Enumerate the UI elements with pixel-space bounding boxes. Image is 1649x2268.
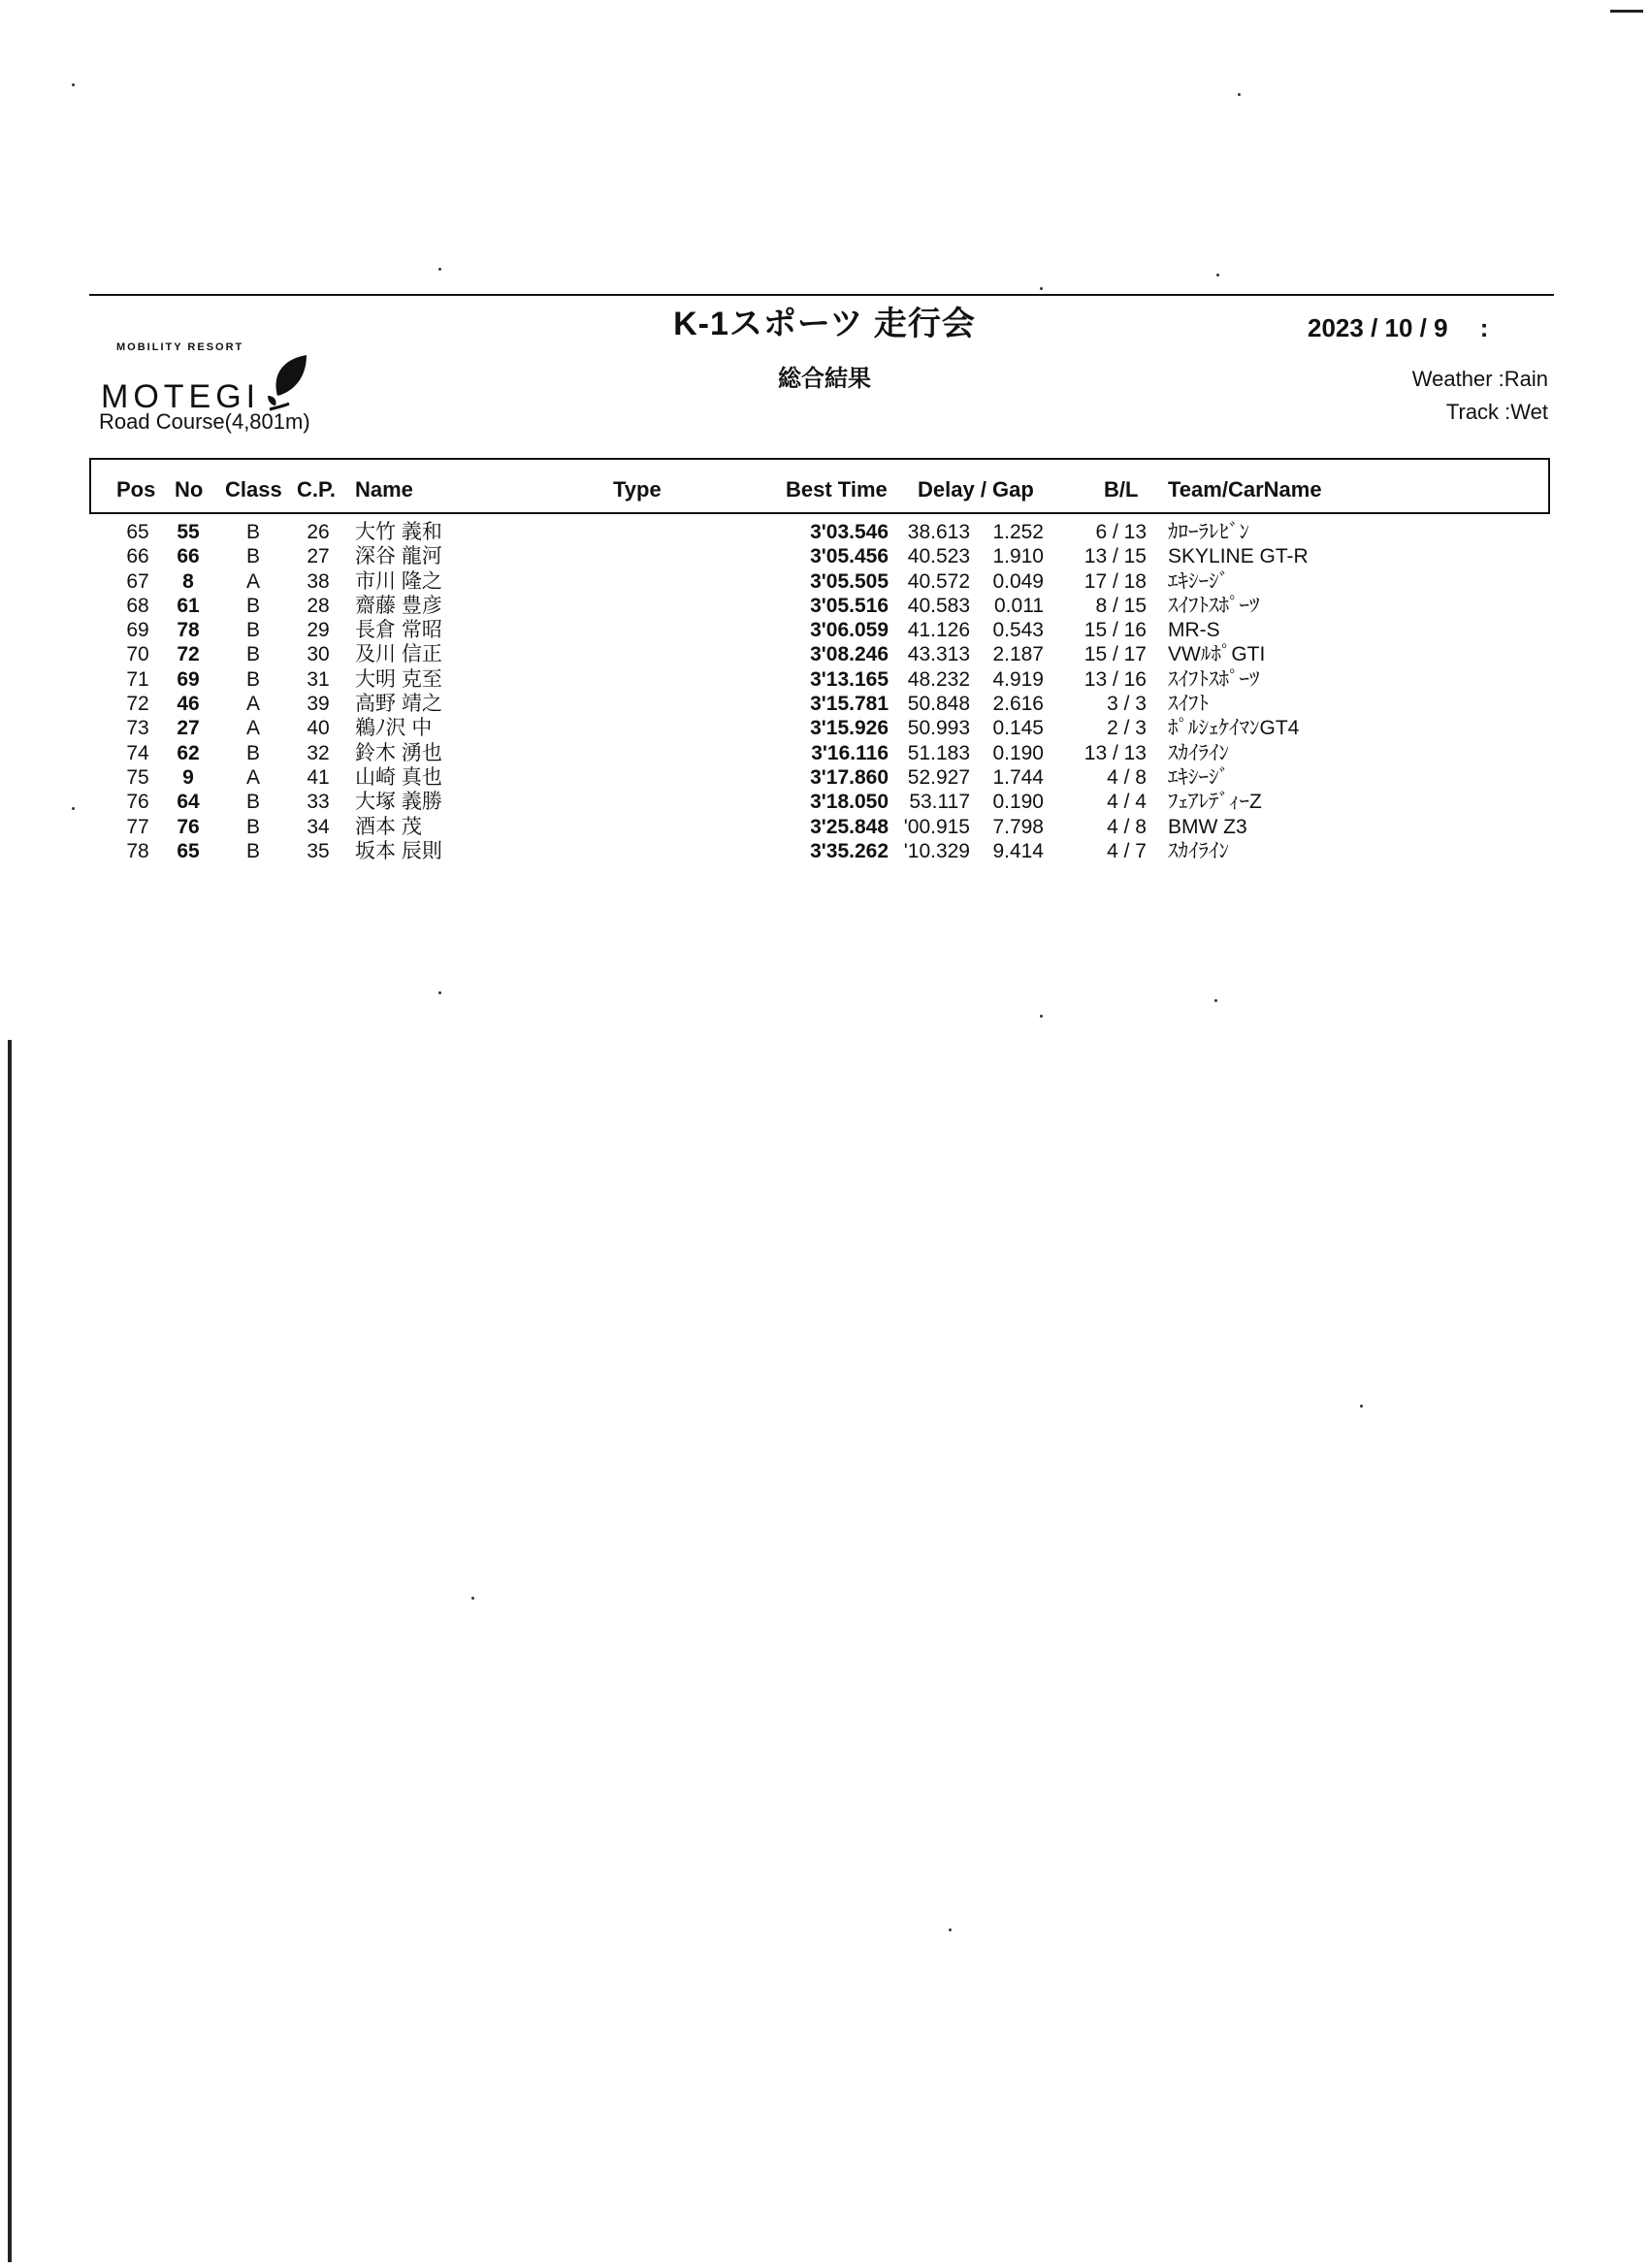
cell-best-time: 3'05.456 (810, 545, 889, 568)
cell-driver-name: 大竹 義和 (355, 521, 442, 543)
cell-best-time: 3'05.516 (810, 594, 889, 617)
table-row (0, 815, 1649, 839)
col-header-pos: Pos (116, 477, 156, 502)
cell-car-number: 69 (177, 667, 200, 691)
cell-delay: 53.117 (909, 791, 970, 814)
cell-class-position: 39 (307, 693, 330, 716)
cell-pos: 72 (126, 693, 149, 716)
cell-team-car: MR-S (1168, 619, 1220, 642)
col-header-delay-gap: Delay / Gap (918, 477, 1034, 502)
cell-best-lap: 17 / 18 (1083, 569, 1147, 593)
logo-wordmark: MOTEGI (101, 378, 261, 415)
col-header-name: Name (355, 477, 413, 502)
cell-best-time: 3'35.262 (810, 839, 889, 862)
cell-gap: 2.187 (992, 643, 1044, 666)
table-row (0, 569, 1649, 594)
cell-car-number: 62 (177, 741, 200, 764)
table-row (0, 544, 1649, 568)
cell-delay: 50.848 (907, 693, 970, 716)
cell-class: B (245, 643, 260, 666)
cell-class-position: 32 (307, 741, 330, 764)
cell-delay: 40.523 (907, 545, 970, 568)
cell-pos: 67 (126, 569, 149, 593)
cell-driver-name: 大明 克至 (355, 667, 442, 691)
col-header-bl: B/L (1104, 477, 1139, 502)
cell-driver-name: 鈴木 湧也 (355, 741, 442, 764)
cell-class: B (245, 741, 260, 764)
cell-car-number: 72 (177, 643, 200, 666)
cell-team-car: ｽｲﾌﾄｽﾎﾟｰﾂ (1168, 667, 1260, 691)
cell-team-car: ｴｷｼｰｼﾞ (1168, 765, 1229, 789)
cell-team-car: SKYLINE GT-R (1168, 545, 1309, 568)
cell-gap: 7.798 (992, 815, 1044, 838)
cell-best-lap: 13 / 15 (1083, 545, 1147, 568)
cell-pos: 74 (126, 741, 149, 764)
results-table (0, 520, 1649, 863)
cell-pos: 68 (126, 594, 149, 617)
scan-speck (438, 268, 441, 271)
scan-speck (438, 991, 441, 994)
cell-best-lap: 4 / 4 (1107, 791, 1147, 814)
cell-gap: 0.049 (992, 569, 1044, 593)
scan-speck (1238, 93, 1241, 96)
scan-speck (471, 1597, 474, 1600)
table-row (0, 790, 1649, 814)
cell-delay: 38.613 (907, 521, 970, 543)
cell-car-number: 65 (177, 839, 200, 862)
cell-delay: 43.313 (907, 643, 970, 666)
results-subtitle: 総合結果 (778, 366, 871, 392)
cell-driver-name: 坂本 辰則 (355, 839, 442, 862)
cell-team-car: ｽｲﾌﾄ (1168, 693, 1209, 716)
table-row (0, 692, 1649, 716)
cell-pos: 65 (126, 521, 149, 543)
table-row (0, 642, 1649, 666)
scan-speck (1214, 999, 1217, 1002)
table-row (0, 667, 1649, 692)
cell-pos: 77 (126, 815, 149, 838)
scan-edge-left (8, 1040, 12, 2262)
cell-best-lap: 15 / 16 (1083, 619, 1147, 642)
cell-class: A (245, 717, 260, 740)
cell-best-time: 3'17.860 (810, 765, 889, 789)
col-header-team: Team/CarName (1168, 477, 1322, 502)
motegi-logo (101, 341, 310, 413)
cell-gap: 1.910 (992, 545, 1044, 568)
cell-driver-name: 鵜ﾉ沢 中 (355, 717, 433, 740)
cell-best-lap: 4 / 7 (1107, 839, 1147, 862)
cell-gap: 0.145 (992, 717, 1044, 740)
cell-delay: 52.927 (907, 765, 970, 789)
cell-pos: 69 (126, 619, 149, 642)
cell-car-number: 76 (177, 815, 200, 838)
cell-car-number: 61 (177, 594, 200, 617)
header-top-rule (89, 294, 1554, 296)
cell-best-time: 3'15.781 (810, 693, 889, 716)
scan-speck (72, 83, 75, 86)
cell-best-lap: 4 / 8 (1107, 815, 1147, 838)
cell-class: B (245, 545, 260, 568)
cell-delay: 50.993 (907, 717, 970, 740)
col-header-type: Type (613, 477, 662, 502)
cell-best-lap: 4 / 8 (1107, 765, 1147, 789)
cell-driver-name: 及川 信正 (355, 643, 442, 666)
col-header-cp: C.P. (297, 477, 336, 502)
cell-class: A (245, 765, 260, 789)
cell-class-position: 38 (307, 569, 330, 593)
cell-driver-name: 市川 隆之 (355, 569, 442, 593)
cell-best-lap: 2 / 3 (1107, 717, 1147, 740)
cell-car-number: 8 (182, 569, 194, 593)
cell-delay: 41.126 (907, 619, 970, 642)
cell-team-car: VWﾙﾎﾟGTI (1168, 643, 1266, 666)
cell-best-lap: 6 / 13 (1095, 521, 1147, 543)
cell-class-position: 28 (307, 594, 330, 617)
cell-pos: 71 (126, 667, 149, 691)
cell-pos: 76 (126, 791, 149, 814)
cell-gap: 0.190 (992, 791, 1044, 814)
cell-gap: 0.011 (994, 594, 1044, 617)
cell-class-position: 30 (307, 643, 330, 666)
cell-pos: 75 (126, 765, 149, 789)
cell-class: B (245, 839, 260, 862)
table-row (0, 765, 1649, 790)
cell-class-position: 35 (307, 839, 330, 862)
cell-class-position: 40 (307, 717, 330, 740)
cell-team-car: ｴｷｼｰｼﾞ (1168, 569, 1229, 593)
cell-team-car: ｽｶｲﾗｲﾝ (1168, 741, 1229, 764)
leaf-logo-icon (264, 353, 310, 413)
cell-best-time: 3'25.848 (810, 815, 889, 838)
cell-class-position: 31 (307, 667, 330, 691)
cell-gap: 1.252 (992, 521, 1044, 543)
scan-speck (949, 1928, 952, 1931)
cell-driver-name: 大塚 義勝 (355, 791, 442, 814)
cell-driver-name: 山崎 真也 (355, 765, 442, 789)
cell-class-position: 26 (307, 521, 330, 543)
event-date: 2023 / 10 / 9 : (1308, 313, 1489, 342)
cell-gap: 0.543 (992, 619, 1044, 642)
scan-edge-top-right (1610, 10, 1643, 13)
cell-class-position: 29 (307, 619, 330, 642)
cell-gap: 1.744 (992, 765, 1044, 789)
cell-gap: 2.616 (992, 693, 1044, 716)
cell-best-time: 3'15.926 (810, 717, 889, 740)
cell-best-time: 3'03.546 (810, 521, 889, 543)
cell-team-car: ｶﾛｰﾗﾚﾋﾞﾝ (1168, 521, 1249, 543)
logo-tagline: MOBILITY RESORT (116, 341, 244, 353)
table-row (0, 594, 1649, 618)
scan-speck (1216, 274, 1219, 276)
cell-pos: 70 (126, 643, 149, 666)
cell-team-car: ﾌｪｱﾚﾃﾞｨｰZ (1168, 791, 1262, 814)
cell-class: B (245, 667, 260, 691)
cell-best-lap: 8 / 15 (1095, 594, 1147, 617)
cell-class: A (245, 693, 260, 716)
cell-class-position: 33 (307, 791, 330, 814)
cell-delay: 40.583 (907, 594, 970, 617)
cell-best-time: 3'05.505 (810, 569, 889, 593)
cell-best-lap: 13 / 16 (1083, 667, 1147, 691)
course-info: Road Course(4,801m) (99, 409, 310, 434)
cell-driver-name: 高野 靖之 (355, 693, 442, 716)
cell-class-position: 34 (307, 815, 330, 838)
cell-class: B (245, 594, 260, 617)
cell-driver-name: 深谷 龍河 (355, 545, 442, 568)
cell-car-number: 27 (177, 717, 200, 740)
scan-speck (1040, 287, 1043, 290)
table-header (89, 458, 1550, 514)
col-header-class: Class (225, 477, 282, 502)
table-row (0, 741, 1649, 765)
scan-speck (1040, 1015, 1043, 1018)
scan-speck (1360, 1405, 1363, 1408)
cell-class: B (245, 619, 260, 642)
cell-car-number: 55 (177, 521, 200, 543)
cell-best-time: 3'18.050 (810, 791, 889, 814)
col-header-best-time: Best Time (786, 477, 888, 502)
cell-best-time: 3'06.059 (810, 619, 889, 642)
track-info: Track :Wet (1445, 400, 1548, 424)
table-row (0, 839, 1649, 863)
cell-driver-name: 齋藤 豊彦 (355, 594, 442, 617)
table-row (0, 716, 1649, 740)
cell-best-lap: 13 / 13 (1083, 741, 1147, 764)
event-title: K-1スポーツ 走行会 (673, 306, 976, 342)
cell-best-lap: 15 / 17 (1083, 643, 1147, 666)
cell-team-car: ｽｶｲﾗｲﾝ (1168, 839, 1229, 862)
cell-car-number: 66 (177, 545, 200, 568)
cell-best-time: 3'08.246 (810, 643, 889, 666)
cell-pos: 66 (126, 545, 149, 568)
cell-gap: 4.919 (992, 667, 1044, 691)
cell-pos: 73 (126, 717, 149, 740)
cell-team-car: ｽｲﾌﾄｽﾎﾟｰﾂ (1168, 594, 1260, 617)
cell-class-position: 27 (307, 545, 330, 568)
cell-delay: '10.329 (903, 839, 970, 862)
cell-class-position: 41 (307, 765, 330, 789)
cell-best-time: 3'16.116 (811, 741, 889, 764)
cell-class: B (245, 521, 260, 543)
cell-car-number: 46 (177, 693, 200, 716)
cell-delay: '00.915 (903, 815, 970, 838)
cell-delay: 48.232 (907, 667, 970, 691)
cell-team-car: ﾎﾟﾙｼｪｹｲﾏﾝGT4 (1168, 717, 1300, 740)
cell-gap: 0.190 (992, 741, 1044, 764)
cell-class: A (245, 569, 260, 593)
cell-gap: 9.414 (992, 839, 1044, 862)
cell-team-car: BMW Z3 (1168, 815, 1247, 838)
cell-delay: 51.183 (907, 741, 970, 764)
cell-driver-name: 長倉 常昭 (355, 619, 442, 642)
table-row (0, 520, 1649, 544)
table-row (0, 618, 1649, 642)
cell-car-number: 78 (177, 619, 200, 642)
cell-best-lap: 3 / 3 (1107, 693, 1147, 716)
cell-delay: 40.572 (907, 569, 970, 593)
cell-car-number: 64 (177, 791, 200, 814)
cell-best-time: 3'13.165 (810, 667, 889, 691)
cell-class: B (245, 815, 260, 838)
cell-class: B (245, 791, 260, 814)
weather-info: Weather :Rain (1411, 367, 1548, 391)
col-header-no: No (175, 477, 204, 502)
cell-car-number: 9 (182, 765, 194, 789)
cell-pos: 78 (126, 839, 149, 862)
cell-driver-name: 酒本 茂 (355, 815, 422, 838)
